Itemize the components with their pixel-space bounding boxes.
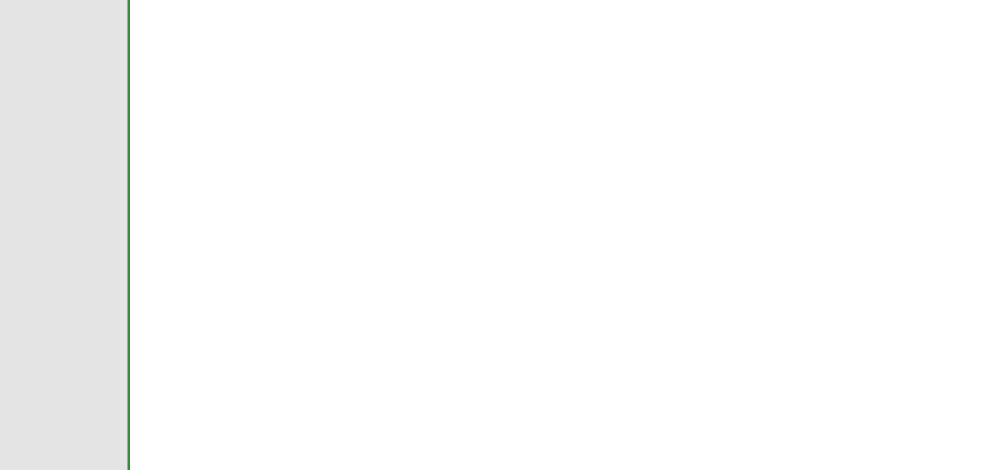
- row-group-header-cell[interactable]: [0, 0, 128, 470]
- selection-border: [128, 0, 130, 470]
